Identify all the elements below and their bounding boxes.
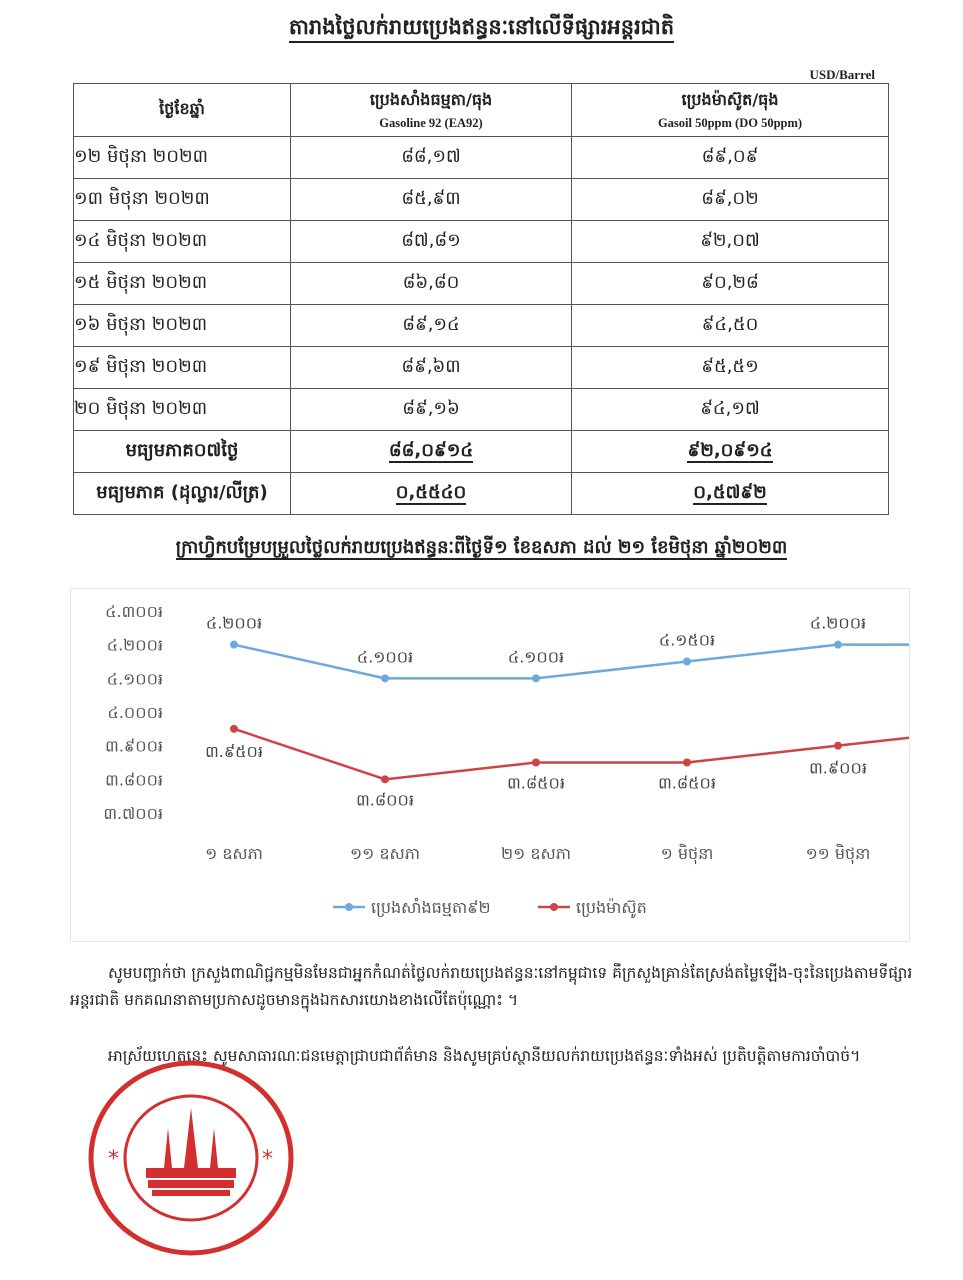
table-row [74, 347, 889, 389]
header-date: ថ្ងៃខែឆ្នាំ [74, 84, 291, 137]
date-cell: ១៥ មិថុនា ២០២៣ [74, 263, 291, 305]
header-gasoil: ប្រេងម៉ាស៊ូត/ធុង Gasoil 50ppm (DO 50ppm) [572, 84, 889, 137]
average-gasoil: ៩២,០៩១៤ [572, 431, 889, 473]
data-label: ៣.៩០០៛ [809, 758, 867, 778]
table-header-row [74, 84, 889, 137]
data-point [834, 742, 842, 750]
data-label: ៣.៨០០៛ [356, 790, 414, 810]
avg-liter-gasoline: ០,៥៥៤០ [291, 473, 572, 515]
chart-title: ក្រាហ្វិកបម្រែបម្រួលថ្លៃលក់រាយប្រេងឥន្ធនៈពីថ្ងៃទី១ ខែឧសភា ដល់ ២១ ខែមិថុនា ឆ្នាំ២០២៣ [175, 537, 788, 558]
date-cell: ១៦ មិថុនា ២០២៣ [74, 305, 291, 347]
y-tick-label: ៤.៣០០៛ [105, 602, 163, 621]
table-row [74, 263, 889, 305]
legend-marker [550, 903, 558, 911]
data-label: ៤.១០០៛ [356, 647, 414, 667]
data-point [381, 674, 389, 682]
data-point [532, 759, 540, 767]
price-line-chart [71, 589, 909, 941]
data-label: ៣.៨៥០៛ [507, 773, 565, 793]
data-label: ៤.១០០៛ [507, 647, 565, 667]
note-paragraph-1: សូមបញ្ជាក់ថា ក្រសួងពាណិជ្ជកម្មមិនមែនជាអ្នកកំណត់ថ្លៃលក់រាយប្រេងឥន្ធនៈនៅកម្ពុជាទេ គឺក្រសួងគ្រាន់តែស្រង់តម្លៃឡើង-ចុះនៃប្រេងតាមទីផ្សារអន្តរជាតិ មកគណនាតាមប្រកាសដូចមានក្នុងឯកសារយោងខាងលើតែប៉ុណ្ណោះ ។ [70, 964, 913, 1009]
data-point [532, 674, 540, 682]
avg-liter-label: មធ្យមភាគ (ដុល្លារ/លីត្រ) [74, 473, 291, 515]
price-table [73, 83, 889, 515]
avg-liter-gasoil: ០,៥៧៩២ [572, 473, 889, 515]
x-tick-label: ១ ឧសភា [205, 844, 263, 863]
svg-text:*: * [262, 1147, 273, 1172]
date-cell: ១២ មិថុនា ២០២៣ [74, 137, 291, 179]
unit-label: USD/Barrel [809, 67, 875, 82]
date-cell: ១៩ មិថុនា ២០២៣ [74, 347, 291, 389]
x-tick-label: ១ មិថុនា [660, 844, 714, 863]
ministry-seal [86, 1058, 306, 1258]
series-line [234, 645, 909, 679]
table-row [74, 221, 889, 263]
table-row [74, 137, 889, 179]
page-title: តារាងថ្លៃលក់រាយប្រេងឥន្ធនៈនៅលើទីផ្សារអន្តរជាតិ [0, 14, 963, 45]
data-point [834, 641, 842, 649]
table-row [74, 389, 889, 431]
data-point [683, 759, 691, 767]
gasoil-cell: ៩២,០៧ [572, 221, 889, 263]
y-tick-label: ៣.៨០០៛ [105, 770, 163, 790]
data-point [683, 658, 691, 666]
legend-label: ប្រេងសាំងធម្មតា៩២ [371, 898, 491, 917]
svg-text:*: * [108, 1147, 119, 1172]
date-cell: ២០ មិថុនា ២០២៣ [74, 389, 291, 431]
chart-frame [70, 588, 910, 942]
gasoil-cell: ៨៩,០២ [572, 179, 889, 221]
y-tick-label: ៣.៧០០៛ [103, 804, 163, 823]
gasoil-cell: ៩៤,១៧ [572, 389, 889, 431]
gasoline-cell: ៨៦,៨០ [291, 263, 572, 305]
average-liter-row [74, 473, 889, 515]
gasoline-cell: ៨៩,១៦ [291, 389, 572, 431]
gasoline-cell: ៨៧,៨១ [291, 221, 572, 263]
header-gasoline: ប្រេងសាំងធម្មតា/ធុង Gasoline 92 (EA92) [291, 84, 572, 137]
gasoline-cell: ៨៩,១៤ [291, 305, 572, 347]
y-tick-label: ៤.២០០៛ [106, 635, 163, 655]
data-point [381, 775, 389, 783]
date-cell: ១៣ មិថុនា ២០២៣ [74, 179, 291, 221]
note-paragraph-2: អាស្រ័យហេតុនេះ សូមសាធារណៈជនមេត្តាជ្រាបជាព័ត៌មាន និងសូមគ្រប់ស្ថានីយលក់រាយប្រេងឥន្ធនៈទាំងអស់ ប្រតិបត្តិតាមការចាំបាច់។ [108, 1047, 861, 1065]
data-point [230, 641, 238, 649]
average-label: មធ្យមភាគ០៧ថ្ងៃ [74, 431, 291, 473]
data-label: ៤.២០០៛ [205, 613, 263, 633]
legend-marker [345, 903, 353, 911]
x-tick-label: ២១ ឧសភា [501, 844, 571, 863]
y-tick-label: ៣.៩០០៛ [105, 736, 163, 756]
gasoline-cell: ៨៨,១៧ [291, 137, 572, 179]
series-line [234, 729, 909, 780]
gasoil-cell: ៨៩,០៩ [572, 137, 889, 179]
data-label: ៤.១៥០៛ [658, 630, 716, 650]
data-label: ៤.២០០៛ [809, 613, 867, 633]
table-row [74, 179, 889, 221]
gasoil-cell: ៩៤,៥០ [572, 305, 889, 347]
y-tick-label: ៤.០០០៛ [107, 703, 163, 722]
gasoil-cell: ៩៥,៥១ [572, 347, 889, 389]
y-tick-label: ៤.១០០៛ [106, 669, 163, 689]
data-point [230, 725, 238, 733]
date-cell: ១៤ មិថុនា ២០២៣ [74, 221, 291, 263]
data-label: ៣.៩៥០៛ [205, 741, 263, 761]
gasoline-cell: ៨៩,៦៣ [291, 347, 572, 389]
average-row [74, 431, 889, 473]
average-gasoline: ៨៨,០៩១៤ [291, 431, 572, 473]
data-label: ៣.៨៥០៛ [658, 773, 716, 793]
gasoline-cell: ៨៥,៩៣ [291, 179, 572, 221]
x-tick-label: ១១ ឧសភា [350, 844, 420, 863]
x-tick-label: ១១ មិថុនា [805, 844, 871, 863]
legend-label: ប្រេងម៉ាស៊ូត [576, 898, 647, 917]
table-row [74, 305, 889, 347]
gasoil-cell: ៩០,២៨ [572, 263, 889, 305]
